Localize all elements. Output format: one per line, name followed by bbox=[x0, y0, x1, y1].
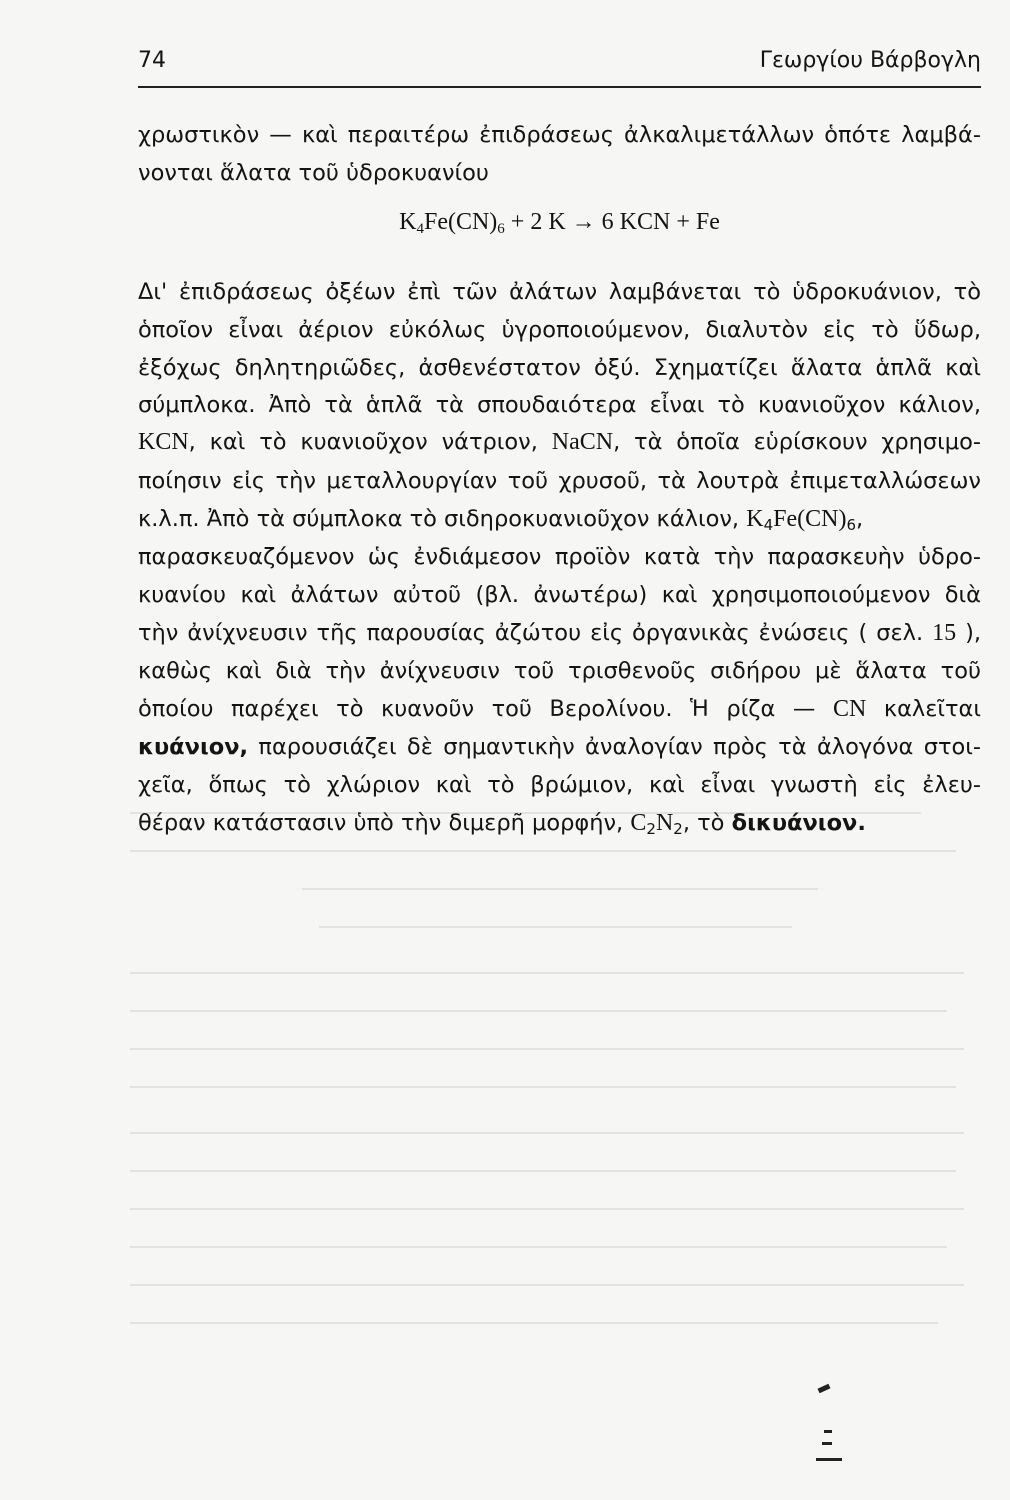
chemical-equation: $K_4Fe(CN)_6 + 2$ K → 6 KCN + Fe bbox=[399, 209, 720, 237]
text-line: κυανίου καὶ ἀλάτων αὐτοῦ (βλ. ἀνωτέρω) καὶ χρησιμοποιούμενον διὰ bbox=[138, 582, 981, 608]
running-head: Γεωργίου Βάρβογλη bbox=[759, 48, 981, 73]
text-line: σύμπλοκα. Ἀπὸ τὰ ἁπλᾶ τὰ σπουδαιότερα εἶναι τὸ κυανιοῦχον κάλιον, bbox=[138, 392, 981, 418]
text-line: κ.λ.π. Ἀπὸ τὰ σύμπλοκα τὸ σιδηροκυανιοῦχον κάλιον, $K_4Fe(CN)_6$, bbox=[138, 506, 864, 534]
show-through-texture bbox=[130, 800, 990, 1360]
text-line: ὁποῖον εἶναι ἀέριον εὐκόλως ὑγροποιούμενον, διαλυτὸν εἰς τὸ ὕδωρ, bbox=[138, 317, 981, 343]
text-line: παρασκευαζόμενον ὡς ἐνδιάμεσον προϊὸν κατὰ τὴν παρασκευὴν ὑδρο- bbox=[138, 544, 981, 570]
header-rule bbox=[138, 86, 981, 88]
text-line: κυάνιον, παρουσιάζει δὲ σημαντικὴν ἀναλογίαν πρὸς τὰ ἀλογόνα στοι- bbox=[138, 734, 981, 760]
text-line: καθὼς καὶ διὰ τὴν ἀνίχνευσιν τοῦ τρισθενοῦς σιδήρου μὲ ἅλατα τοῦ bbox=[138, 658, 981, 684]
page-header bbox=[138, 48, 981, 80]
text-line: ὁποίου παρέχει τὸ κυανοῦν τοῦ Βερολίνου. Ἡ ρίζα — CN καλεῖται bbox=[138, 696, 981, 722]
term-dikyanion: δικυάνιον. bbox=[731, 810, 866, 836]
term-kyanion: κυάνιον, bbox=[138, 734, 249, 760]
text-line: θέραν κατάστασιν ὑπὸ τὴν διμερῆ μορφήν, $C_2N_2$, τὸ δικυάνιον. bbox=[138, 810, 866, 838]
text-line: Δι' ἐπιδράσεως ὀξέων ἐπὶ τῶν ἀλάτων λαμβάνεται τὸ ὑδροκυάνιον, τὸ bbox=[138, 279, 981, 305]
text-line: ποίησιν εἰς τὴν μεταλλουργίαν τοῦ χρυσοῦ, τὰ λουτρὰ ἐπιμεταλλώσεων bbox=[138, 468, 981, 494]
text-line: KCN, καὶ τὸ κυανιοῦχον νάτριον, NaCN, τὰ ὁποῖα εὑρίσκουν χρησιμο- bbox=[138, 429, 981, 455]
text-line: τὴν ἀνίχνευσιν τῆς παρουσίας ἀζώτου εἰς ὀργανικὰς ἐνώσεις ( σελ. 15 ), bbox=[138, 620, 981, 646]
margin-marks bbox=[812, 1380, 852, 1470]
text-line: ἐξόχως δηλητηριῶδες, ἀσθενέστατον ὀξύ. Σχηματίζει ἅλατα ἁπλᾶ καὶ bbox=[138, 355, 981, 381]
text-line: νονται ἅλατα τοῦ ὑδροκυανίου bbox=[138, 160, 489, 186]
page-number: 74 bbox=[138, 48, 166, 73]
text-line: χεῖα, ὅπως τὸ χλώριον καὶ τὸ βρώμιον, καὶ εἶναι γνωστὴ εἰς ἐλευ- bbox=[138, 772, 981, 798]
text-line: χρωστικὸν — καὶ περαιτέρω ἐπιδράσεως ἀλκαλιμετάλλων ὁπότε λαμβά- bbox=[138, 122, 981, 148]
